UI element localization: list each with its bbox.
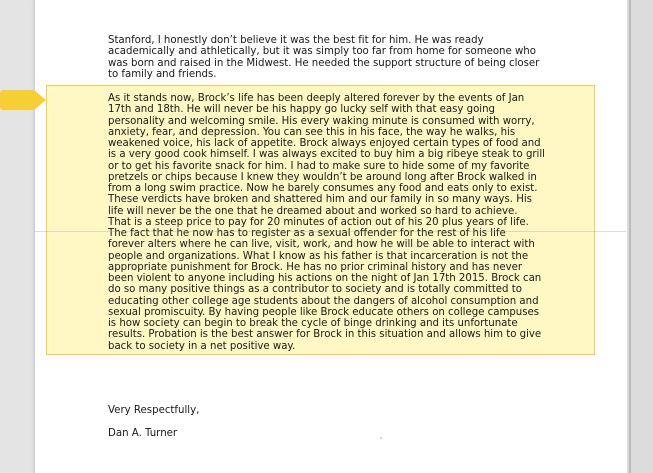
paragraph-impact — [108, 93, 578, 352]
text-line: people and organizations. What I know as his father is that incarceration is not the — [108, 250, 529, 262]
text-line: back to society in a net positive way. — [108, 340, 296, 352]
text-line: or to get his favorite snack for him. I had to make sure to hide some of my favorite — [108, 160, 530, 172]
text-line: from a long swim practice. Now he barely consumes any food and eats only to exist. — [108, 183, 538, 194]
vertical-scrollbar[interactable] — [627, 0, 653, 473]
text-line: life will never be the one that he dreamed about and worked so hard to achieve. — [108, 205, 518, 217]
text-line: That is a steep price to pay for 20 minutes of action out of his 20 plus years of life. — [108, 216, 529, 228]
text-line: is how society can begin to break the cycle of binge drinking and its unfortunate — [108, 318, 518, 329]
text-line: results. Probation is the best answer for Brock in this situation and allows him to give — [108, 329, 542, 341]
scan-speck — [380, 437, 382, 439]
text-line: do so many positive things as a contributor to society and is totally committed to — [108, 284, 522, 296]
highlight-marker-icon[interactable] — [0, 90, 46, 110]
text-line: academically and athletically, but it was simply too far from home for someone who — [108, 46, 536, 58]
text-line: to family and friends. — [108, 68, 217, 80]
text-line: was born and raised in the Midwest. He needed the support structure of being closer — [108, 57, 540, 69]
text-line: sexual promiscuity. By having people like Brock educate others on college campuses — [108, 306, 540, 318]
signature-name: Dan A. Turner — [108, 428, 178, 439]
text-line: weakened voice, his lack of appetite. Brock always enjoyed certain types of food and — [108, 138, 541, 149]
text-line: appropriate punishment for Brock. He has no prior criminal history and has never — [108, 261, 523, 273]
page-fold-line — [34, 231, 626, 232]
text-line: These verdicts have broken and shattered him and our family in so many ways. His — [108, 194, 532, 206]
text-line: forever alters where he can live, visit, work, and how he will be able to interact with — [108, 239, 535, 251]
closing-line: Very Respectfully, — [108, 405, 200, 416]
text-line: As it stands now, Brock’s life has been deeply altered forever by the events of Jan — [108, 93, 525, 104]
paragraph-stanford — [108, 35, 578, 80]
text-line: pretzels or chips because I knew they wouldn’t be around long after Brock walked in — [108, 171, 537, 183]
text-line: anxiety, fear, and depression. You can see this in his face, the way he walks, his — [108, 126, 516, 138]
text-line: personality and welcoming smile. His every waking minute is consumed with worry, — [108, 115, 535, 127]
text-line: educating other college age students about the dangers of alcohol consumption and — [108, 295, 539, 307]
text-line: is a very good cook himself. I was always excited to buy him a big ribeye steak to grill — [108, 149, 545, 161]
text-line: Stanford, I honestly don’t believe it was the best fit for him. He was ready — [108, 35, 484, 46]
scrollbar-track[interactable] — [629, 0, 631, 473]
text-line: been violent to anyone including his actions on the night of Jan 17th 2015. Brock can — [108, 273, 542, 284]
text-line: The fact that he now has to register as a sexual offender for the rest of his life — [108, 228, 506, 239]
text-line: 17th and 18th. He will never be his happy go lucky self with that easy going — [108, 104, 495, 116]
